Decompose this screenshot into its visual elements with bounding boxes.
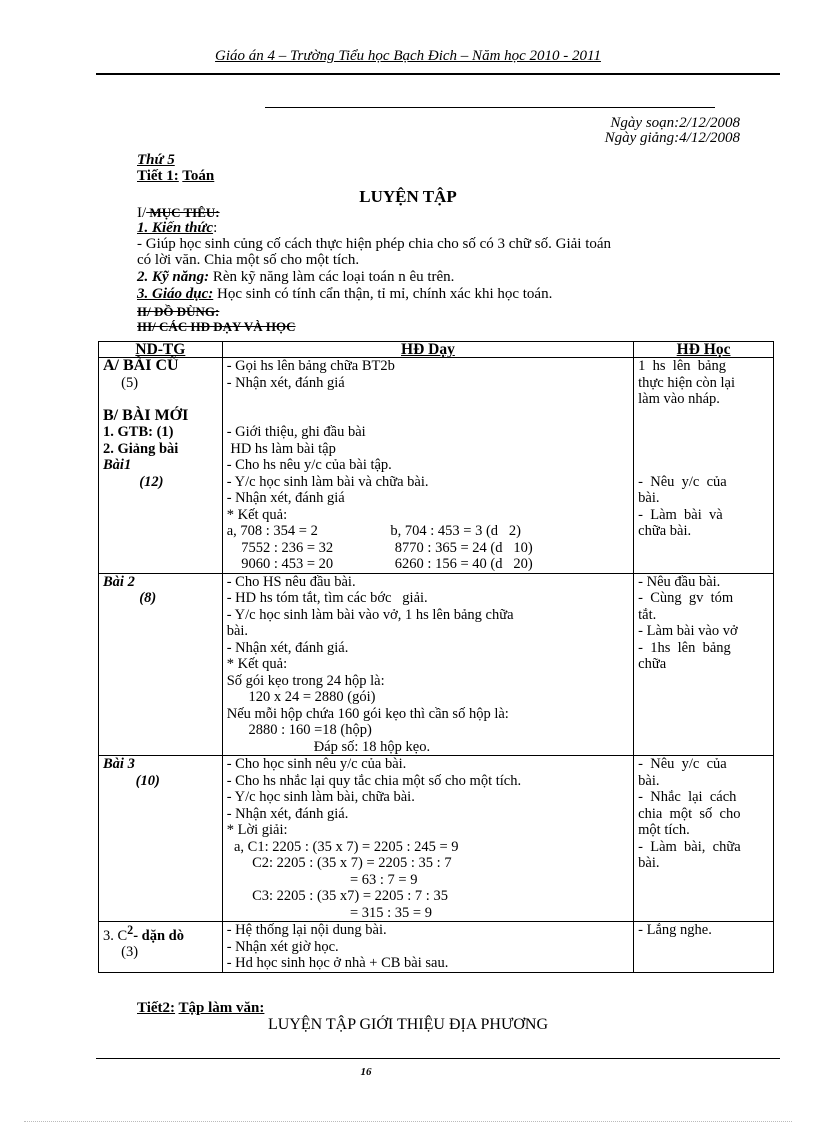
consolidation-prefix: 3. C: [103, 927, 128, 944]
attitude-label: 3. Giáo dục:: [137, 286, 214, 302]
materials-heading: II/ ĐỒ DÙNG:: [137, 304, 220, 319]
consolidation-label: [103, 922, 218, 944]
day-label: Thứ 5: [137, 152, 175, 168]
exercise1-time: (12): [103, 473, 164, 490]
row4-student-cell: [634, 922, 774, 973]
skills-line: [137, 269, 454, 286]
exercise3-time: (10): [103, 772, 160, 789]
list-item: thực hiện còn lại: [638, 374, 735, 391]
list-item: chữa: [638, 656, 667, 672]
list-item: = 315 : 35 = 9: [226, 904, 432, 921]
row4-teacher-cell: [222, 922, 633, 973]
page-edge-dotted: [24, 1121, 792, 1122]
period1-subject: Toán: [182, 168, 215, 184]
list-item: - Hd học sinh học ở nhà + CB bài sau.: [226, 955, 449, 971]
list-item: * Kết quả:: [226, 506, 288, 523]
page-number: 16: [360, 1066, 372, 1078]
knowledge-text-1: - Giúp học sinh củng cố cách thực hiện phép chia cho số có 3 chữ số. Giải toán: [137, 236, 612, 252]
list-item: 1 hs lên bảng: [638, 358, 726, 374]
list-item: - Lắng nghe.: [638, 922, 712, 938]
list-item: 9060 : 453 = 20 6260 : 156 = 40 (d 20): [226, 556, 533, 572]
list-item: - Cho HS nêu đầu bài.: [226, 573, 356, 590]
lesson-table: [98, 341, 774, 973]
row2-content-cell: [99, 573, 223, 756]
list-item: C3: 2205 : (35 x7) = 2205 : 7 : 35: [226, 888, 448, 904]
list-item: - Nêu y/c của: [638, 756, 727, 772]
list-item: [638, 424, 769, 441]
list-item: - Nhận xét, đánh giá.: [226, 639, 349, 656]
consolidation-time: (3): [103, 944, 139, 961]
list-item: [227, 391, 629, 408]
list-item: - Giới thiệu, ghi đầu bài: [226, 424, 366, 440]
row1-student-cell: [634, 358, 774, 574]
list-item: bài.: [226, 623, 249, 639]
objectives-num: I/: [137, 205, 147, 221]
list-item: - Cho hs nhắc lại quy tắc chia một số cho một tích.: [226, 772, 522, 789]
teach-date: Ngày giảng:4/12/2008: [604, 130, 740, 146]
list-item: bài.: [638, 855, 660, 871]
consolidation-sup: 2: [127, 923, 134, 937]
list-item: - Làm bài và: [638, 506, 723, 523]
row2-teacher-cell: [222, 573, 633, 756]
dates-block: [605, 116, 740, 146]
list-item: tắt.: [638, 606, 657, 623]
exercise1-label: Bài1: [103, 457, 132, 473]
new-lesson-label: B/ BÀI MỚI: [103, 406, 189, 424]
knowledge-text-2: có lời văn. Chia một số cho một tích.: [137, 252, 360, 268]
period1-label: Tiết 1:: [137, 168, 179, 184]
skills-label: 2. Kỹ năng:: [137, 269, 210, 285]
list-item: một tích.: [638, 822, 690, 838]
list-item: chữa bài.: [638, 523, 692, 539]
lesson-title: LUYỆN TẬP: [359, 187, 457, 206]
list-item: 2880 : 160 =18 (hộp): [226, 722, 372, 738]
list-item: - Nêu đầu bài.: [638, 573, 721, 590]
list-item: * Kết quả:: [226, 656, 288, 672]
list-item: Số gói kẹo trong 24 hộp là:: [226, 672, 385, 689]
list-item: Nếu mỗi hộp chứa 160 gói kẹo thì cần số hộp là:: [226, 705, 509, 722]
footer-rule: [96, 1058, 780, 1059]
list-item: bài.: [638, 772, 660, 789]
page-header: Giáo án 4 – Trường Tiểu học Bạch Đich – Năm học 2010 - 2011: [215, 48, 601, 64]
objectives-label: MỤC TIÊU:: [146, 205, 220, 220]
list-item: - 1hs lên bảng: [638, 639, 731, 656]
table-row: [99, 922, 774, 973]
knowledge-label: 1. Kiến thức: [137, 220, 214, 236]
attitude-line: [137, 286, 552, 303]
list-item: a, 708 : 354 = 2 b, 704 : 453 = 3 (d 2): [226, 523, 521, 539]
list-item: * Lời giải:: [226, 822, 288, 838]
prep-date: Ngày soạn:2/12/2008: [610, 115, 740, 131]
list-item: C2: 2205 : (35 x 7) = 2205 : 35 : 7: [226, 855, 452, 871]
row3-student-cell: [634, 756, 774, 922]
list-item: - Hệ thống lại nội dung bài.: [226, 922, 387, 938]
table-header-content: ND-TG: [99, 342, 223, 358]
list-item: - Cùng gv tóm: [638, 590, 734, 606]
period2-subject: Tập làm văn:: [178, 1000, 265, 1016]
list-item: a, C1: 2205 : (35 x 7) = 2205 : 245 = 9: [226, 838, 459, 855]
table-row: [99, 358, 774, 574]
row1-content-cell: [99, 358, 223, 574]
header-rule: [96, 73, 780, 75]
row3-content-cell: [99, 756, 223, 922]
list-item: - Nhận xét giờ học.: [226, 938, 339, 955]
list-item: - Gọi hs lên bảng chữa BT2b: [226, 358, 395, 374]
attitude-text: Học sinh có tính cẩn thận, tỉ mỉ, chính xác khi học toán.: [213, 286, 553, 302]
list-item: - Nhận xét, đánh giá.: [226, 805, 349, 822]
table-row: [99, 756, 774, 922]
blank-line: [103, 391, 218, 408]
list-item: - Nhắc lại cách: [638, 789, 737, 805]
intro-label: 1. GTB: (1): [103, 424, 174, 440]
table-header-row: [99, 342, 774, 358]
period1-line: [137, 168, 214, 185]
skills-text: Rèn kỹ năng làm các loại toán n êu trên.: [209, 269, 455, 285]
row1-teacher-cell: [222, 358, 633, 574]
table-header-student: HĐ Học: [634, 342, 774, 358]
exercise3-label: Bài 3: [103, 756, 135, 772]
top-divider: [265, 107, 715, 108]
list-item: - Y/c học sinh làm bài vào vở, 1 hs lên bảng chữa: [226, 606, 514, 623]
exercise2-time: (8): [103, 590, 157, 606]
list-item: - Nhận xét, đánh giá: [226, 490, 345, 506]
list-item: [638, 408, 769, 425]
list-item: - Làm bài, chữa: [638, 838, 741, 855]
list-item: chia một số cho: [638, 805, 741, 822]
list-item: HD hs làm bài tập: [226, 440, 336, 457]
row2-student-cell: [634, 573, 774, 756]
list-item: - HD hs tóm tắt, tìm các bớc giải.: [226, 590, 428, 606]
activities-heading: III/ CÁC HĐ DẠY VÀ HỌC: [137, 319, 296, 334]
list-item: - Y/c học sinh làm bài và chữa bài.: [226, 473, 429, 490]
list-item: bài.: [638, 490, 660, 506]
list-item: - Cho hs nêu y/c của bài tập.: [226, 457, 392, 473]
list-item: 7552 : 236 = 32 8770 : 365 = 24 (d 10): [226, 539, 533, 556]
list-item: - Cho học sinh nêu y/c của bài.: [226, 756, 407, 772]
old-lesson-label: A/ BÀI CŨ: [103, 357, 179, 374]
row4-content-cell: [99, 922, 223, 973]
table-row: [99, 573, 774, 756]
period2-line: [137, 1000, 264, 1017]
consolidation-suffix: - dặn dò: [133, 927, 184, 944]
list-item: [638, 457, 769, 474]
row3-teacher-cell: [222, 756, 633, 922]
lesson2-title: LUYỆN TẬP GIỚI THIỆU ĐỊA PHƯƠNG: [267, 1016, 549, 1033]
old-lesson-time: (5): [103, 374, 139, 391]
list-item: - Nêu y/c của: [638, 473, 727, 490]
list-item: Đáp số: 18 hộp kẹo.: [226, 738, 431, 755]
list-item: - Làm bài vào vở: [638, 623, 738, 639]
list-item: = 63 : 7 = 9: [226, 871, 418, 888]
table-header-teacher: HĐ Dạy: [222, 342, 633, 358]
list-item: làm vào nháp.: [638, 391, 720, 407]
exercise2-label: Bài 2: [103, 573, 135, 590]
list-item: - Nhận xét, đánh giá: [226, 374, 345, 391]
period2-label: Tiết2:: [137, 1000, 176, 1016]
list-item: [638, 441, 769, 458]
list-item: - Y/c học sinh làm bài, chữa bài.: [226, 789, 415, 805]
knowledge-heading: [137, 220, 217, 237]
knowledge-colon: :: [213, 220, 218, 236]
list-item: 120 x 24 = 2880 (gói): [226, 689, 376, 705]
teach-label: 2. Giảng bài: [103, 440, 179, 457]
list-item: [227, 408, 629, 425]
